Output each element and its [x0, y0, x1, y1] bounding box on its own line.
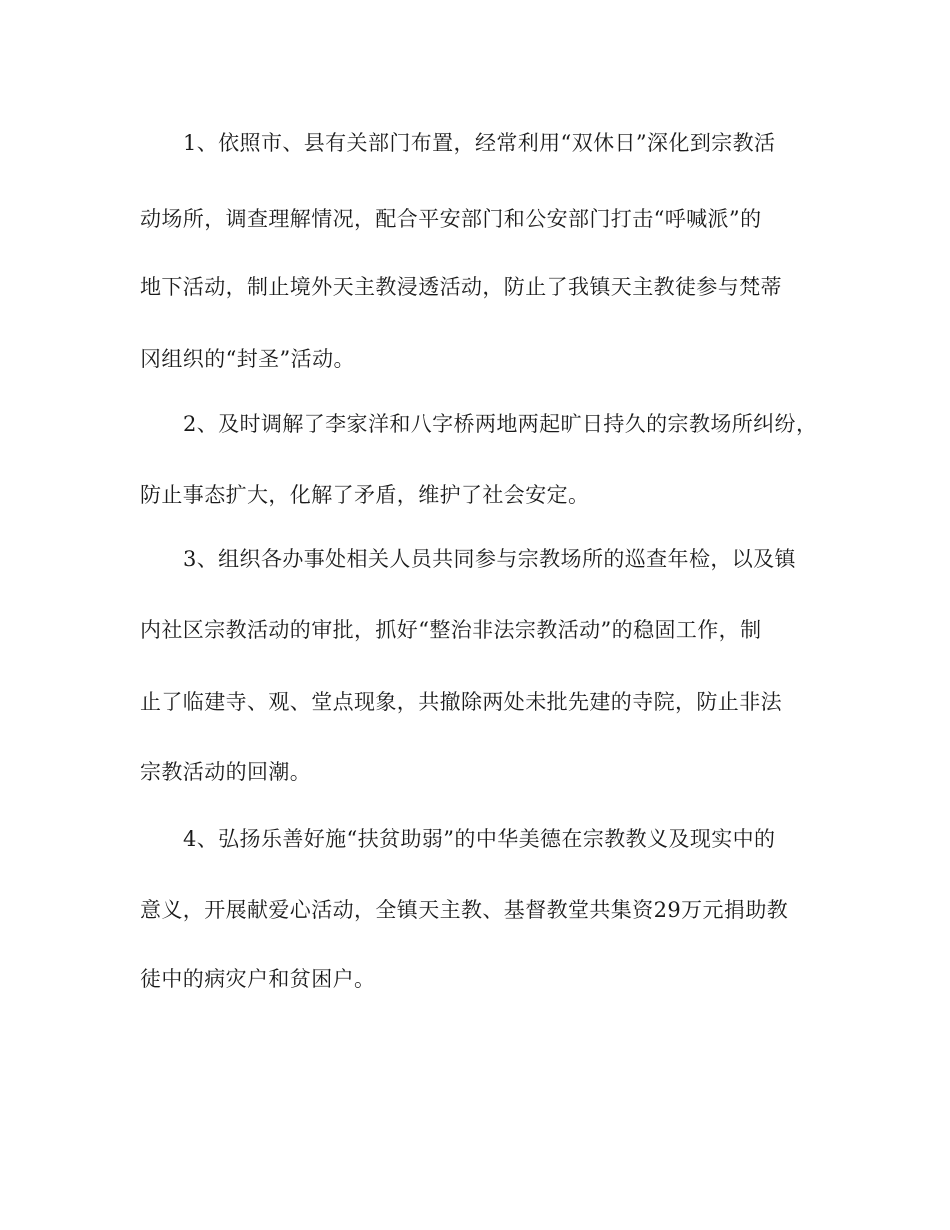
paragraph-line: 2、及时调解了李家洋和八字桥两地两起旷日持久的宗教场所纠纷， [183, 412, 818, 436]
paragraph-line: 地下活动，制止境外天主教浸透活动，防止了我镇天主教徒参与梵蒂 [140, 275, 782, 299]
paragraph-line: 徒中的病灾户和贫困户。 [140, 967, 376, 991]
paragraph-line: 1、依照市、县有关部门布置，经常利用“双休日”深化到宗教活 [183, 131, 776, 155]
paragraph-line: 止了临建寺、观、堂点现象，共撤除两处未批先建的寺院，防止非法 [140, 690, 782, 714]
paragraph-line: 3、组织各办事处相关人员共同参与宗教场所的巡查年检，以及镇 [183, 547, 796, 571]
paragraph-line: 防止事态扩大，化解了矛盾，维护了社会安定。 [140, 483, 590, 507]
paragraph-line: 宗教活动的回潮。 [140, 760, 312, 784]
paragraph-line: 冈组织的“封圣”活动。 [140, 347, 355, 371]
paragraph-line: 动场所，调查理解情况，配合平安部门和公安部门打击“呼喊派”的 [140, 207, 762, 231]
paragraph-line: 意义，开展献爱心活动，全镇天主教、基督教堂共集资29万元捐助教 [140, 898, 789, 922]
paragraph-line: 内社区宗教活动的审批，抓好“整治非法宗教活动”的稳固工作，制 [140, 618, 762, 642]
paragraph-line: 4、弘扬乐善好施“扶贫助弱”的中华美德在宗教教义及现实中的 [183, 827, 776, 851]
